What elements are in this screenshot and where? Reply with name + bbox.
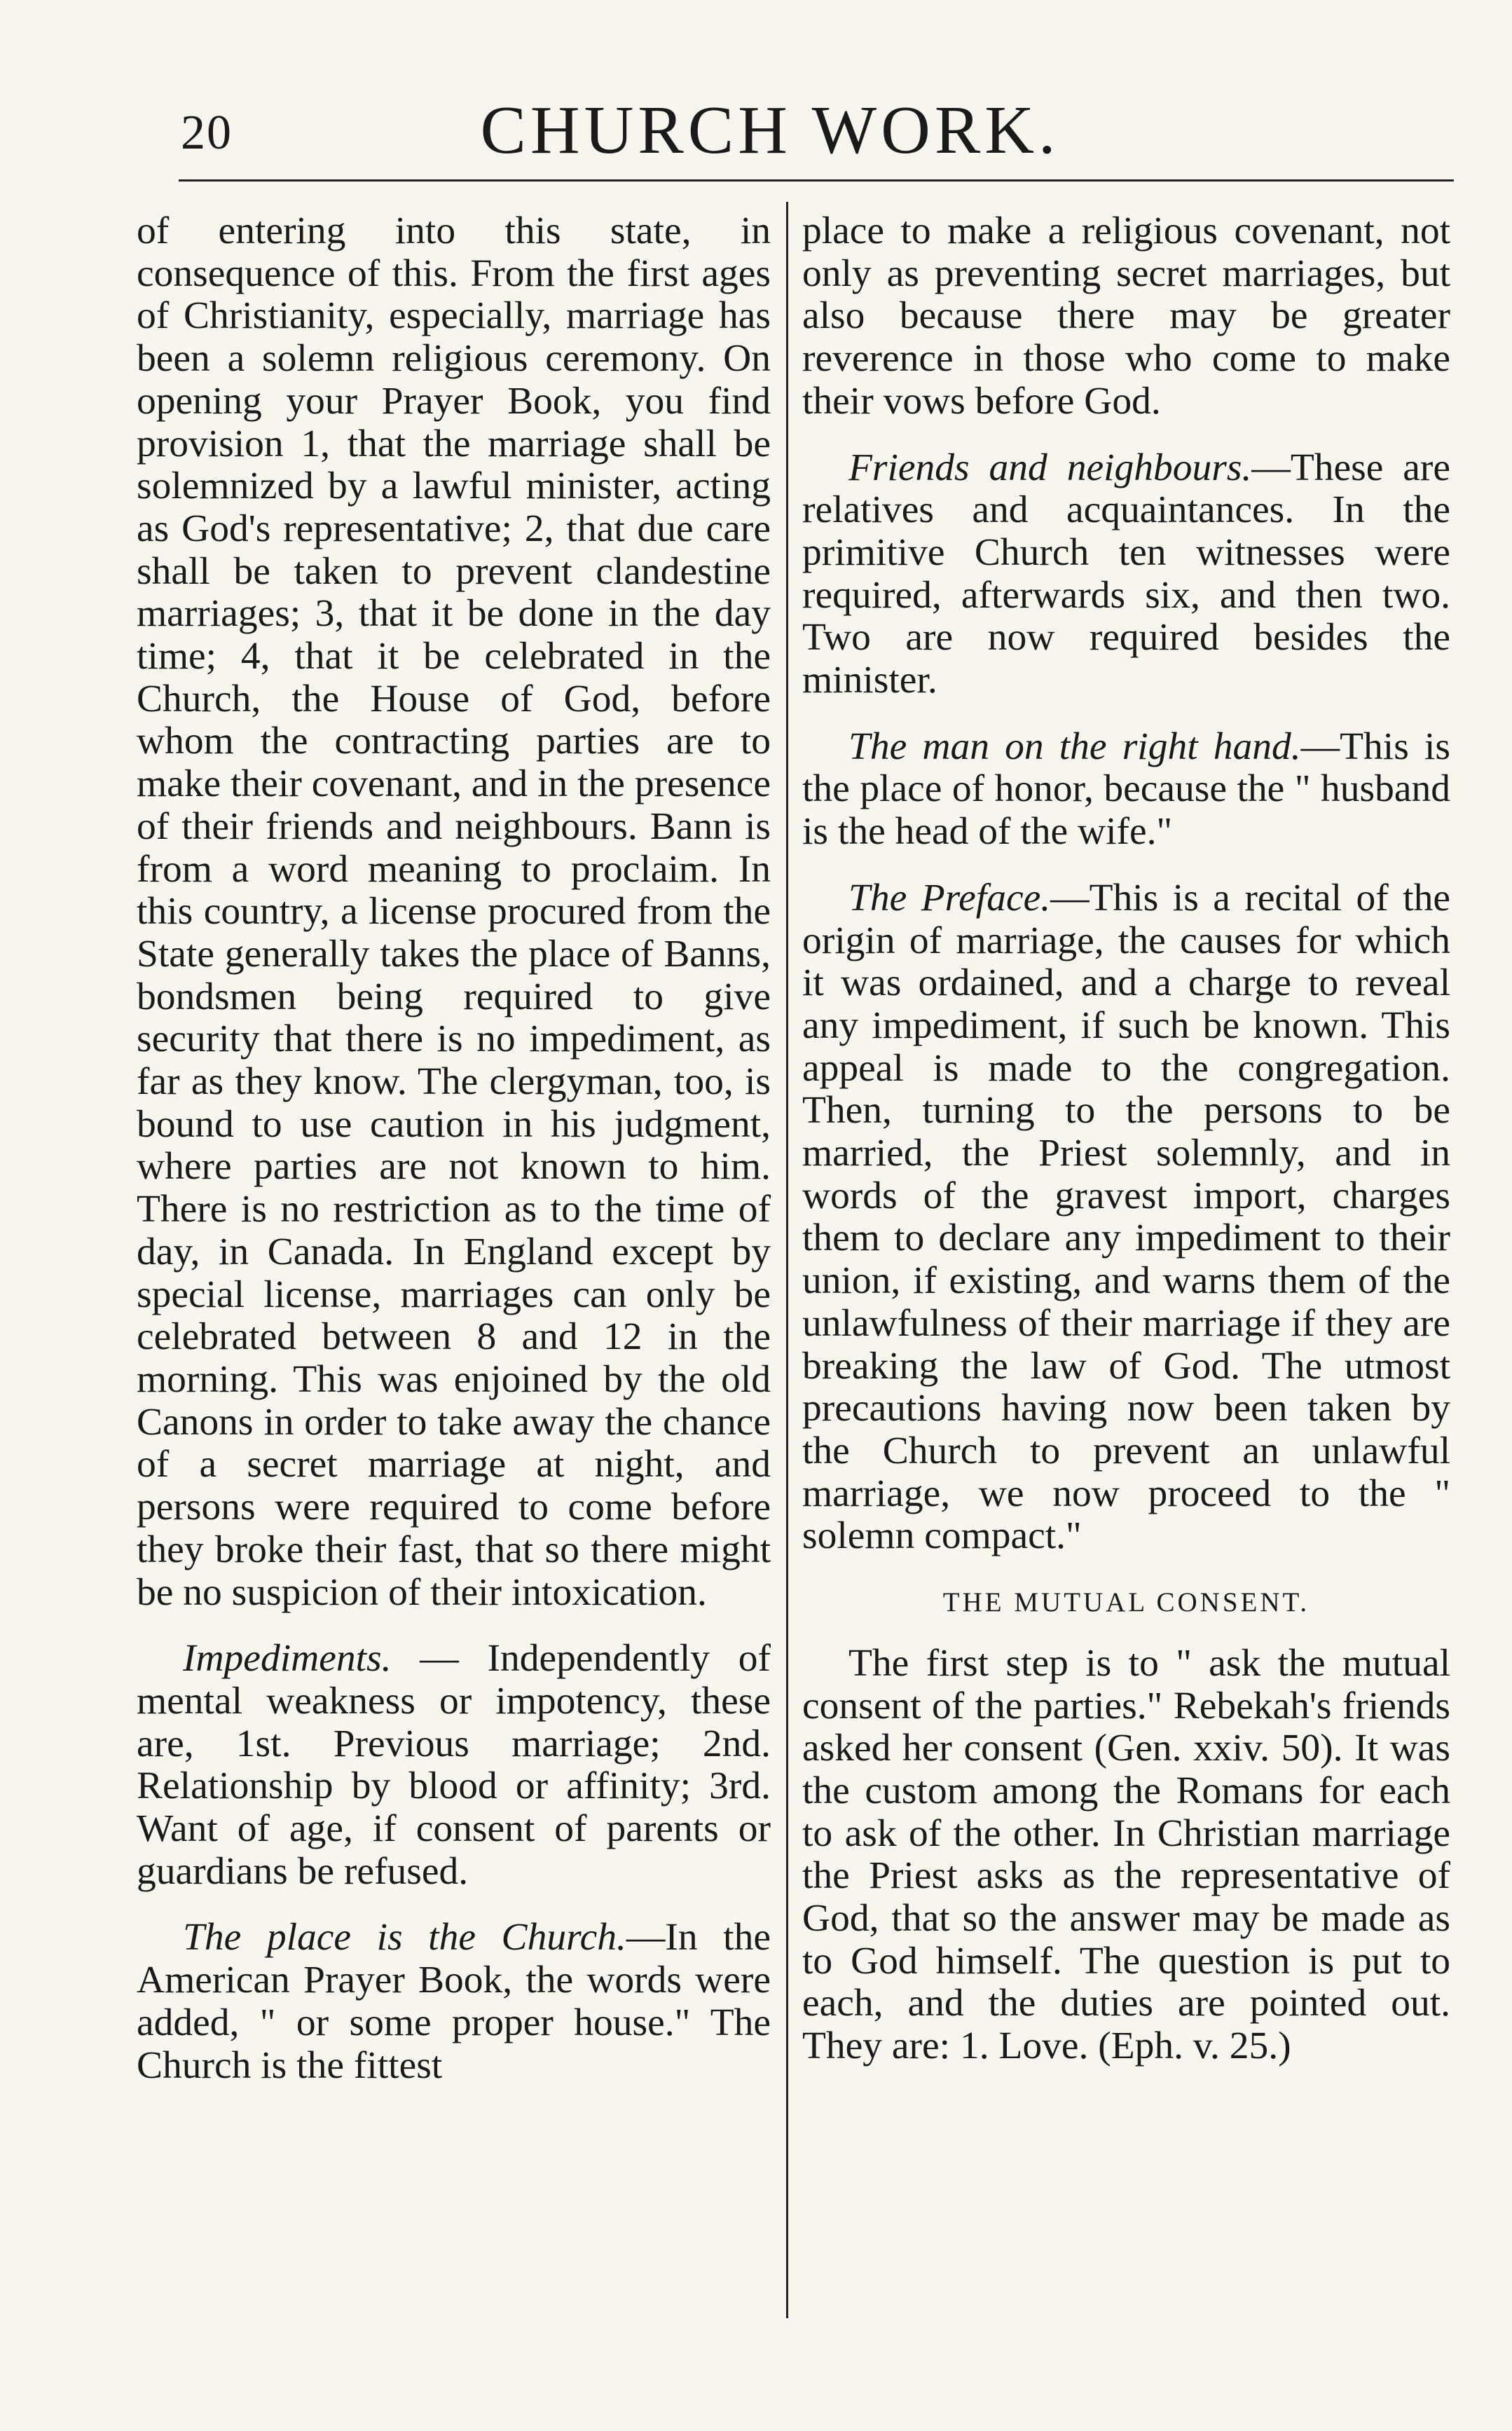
paragraph-body: —This is a recital of the origin of marriage, the causes for which it was ordained, and a charge to reveal any impediment, if such be known. This appeal is made to the congregation. Then, turning to the persons to be married, the Priest solemnly, and in words of the gravest import, charges them to declare any impediment to their union, if existing, and warns them of the unlawfulness of their marriage if they are breaking the law of God. The utmost precautions having now been taken by the Church to prevent an unlawful marriage, we now proceed to the " solemn compact."	[802, 876, 1451, 1558]
paragraph-heading: The man on the right hand.	[848, 725, 1301, 768]
paragraph-heading: The Preface.	[848, 876, 1051, 919]
paragraph-heading: Friends and neighbours.	[848, 446, 1252, 489]
page-header	[0, 91, 1512, 175]
paragraph: place to make a religious covenant, not only as preventing secret marriages, but also because there may be greater reverence in those who come to make their vows before God.	[802, 210, 1450, 423]
paragraph	[802, 877, 1450, 1558]
column-divider	[786, 202, 788, 2318]
paragraph-body: — Independently of mental weakness or impotency, these are, 1st. Previous marriage; 2nd. Relationship by blood or affinity; 3rd. Want of age, if consent of parents or guardians be refused.	[137, 1637, 771, 1893]
paragraph-body: —This is the place of honor, because the " husband is the head of the wife."	[802, 725, 1450, 854]
paragraph	[137, 1638, 771, 1893]
paragraph-body: —These are relatives and acquaintances. In the primitive Church ten witnesses were required, afterwards six, and then two. Two are now required besides the minister.	[802, 446, 1450, 702]
paragraph: of entering into this state, in consequence of this. From the first ages of Christianity, especially, marriage has been a solemn religious ceremony. On opening your Prayer Book, you find provision 1, that the marriage shall be solemnized by a lawful minister, acting as God's representative; 2, that due care shall be taken to prevent clandestine marriages; 3, that it be done in the day time; 4, that it be celebrated in the Church, the House of God, before whom the contracting parties are to make their covenant, and in the presence of their friends and neighbours. Bann is from a word meaning to proclaim. In this country, a license procured from the State generally takes the place of Banns, bondsmen being required to give security that there is no impediment, as far as they know. The clergyman, too, is bound to use caution in his judgment, where parties are not known to him. There is no restriction as to the time of day, in Canada. In England except by special license, marriages can only be celebrated between 8 and 12 in the morning. This was enjoined by the old Canons in order to take away the chance of a secret marriage at night, and persons were required to come before they broke their fast, that so there might be no suspicion of their intoxication.	[137, 210, 771, 1614]
paragraph	[137, 1917, 771, 2087]
header-rule	[179, 179, 1454, 182]
page-number: 20	[181, 106, 233, 160]
paragraph-heading: The place is the Church.	[183, 1916, 626, 1959]
section-heading: THE MUTUAL CONSENT.	[942, 1587, 1310, 1618]
left-column	[137, 210, 771, 2111]
running-title: CHURCH WORK.	[480, 93, 1060, 168]
paragraph	[802, 726, 1450, 854]
paragraph-body: —In the American Prayer Book, the words were added, " or some proper house." The Church is the fittest	[137, 1916, 771, 2087]
right-column	[802, 210, 1450, 2092]
paragraph: The first step is to " ask the mutual consent of the parties." Rebekah's friends asked her consent (Gen. xxiv. 50). It was the custom among the Romans for each to ask of the other. In Christian marriage the Priest asks as the representative of God, that so the answer may be made as to God himself. The question is put to each, and the duties are pointed out. They are: 1. Love. (Eph. v. 25.)	[802, 1641, 1450, 2068]
paragraph-heading: Impediments.	[183, 1637, 392, 1680]
paragraph	[802, 447, 1450, 702]
